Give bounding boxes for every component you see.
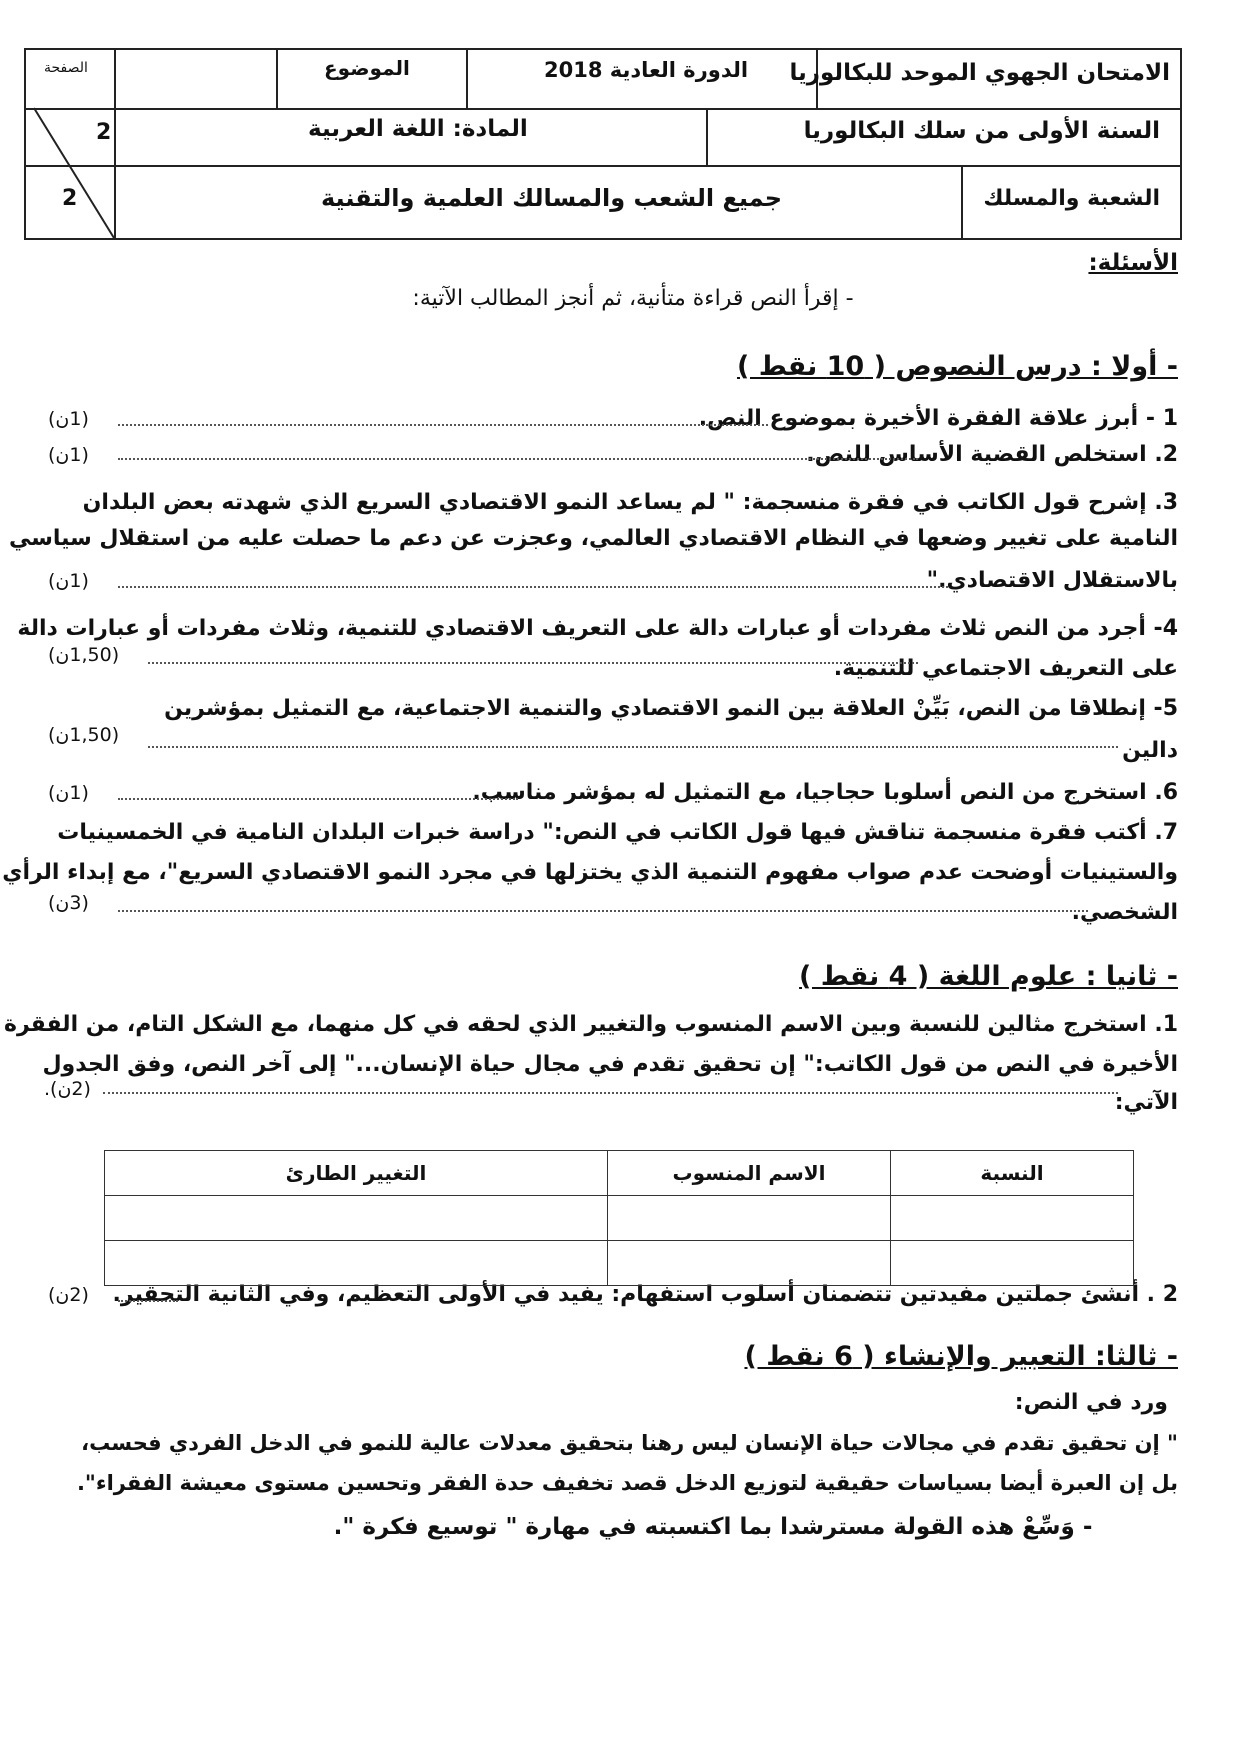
answer-dotted-line — [118, 424, 768, 426]
question-1-1: 1 - أبرز علاقة الفقرة الأخيرة بموضوع النص. (1ن) — [48, 402, 1178, 436]
answer-dotted-line — [148, 662, 918, 664]
exam-title: الامتحان الجهوي الموحد للبكالوريا — [789, 60, 1170, 86]
answer-dotted-line — [118, 1300, 178, 1302]
questions-heading: الأسئلة: — [1088, 250, 1178, 276]
question-1-6: 6. استخرج من النص أسلوبا حجاجيا، مع التمثيل له بمؤشر مناسب. (1ن) — [48, 776, 1178, 810]
question-1-3-line2: النامية على تغيير وضعها في النظام الاقتصادي العالمي، وعجزت عن دعم ما حصلت عليه من استقلال سياسي — [8, 526, 1178, 551]
table-row — [105, 1241, 1134, 1286]
question-1-5-line1: 5- إنطلاقا من النص، بَيِّنْ العلاقة بين النمو الاقتصادي والتنمية الاجتماعية، مع التمثيل بمؤشرين — [164, 696, 1178, 721]
section3-title: - ثالثا: التعبير والإنشاء ( 6 نقط ) — [744, 1341, 1178, 1372]
header-col-divider — [961, 165, 963, 238]
header-col-divider — [466, 50, 468, 108]
question-1-4-line1: 4- أجرد من النص ثلاث مفردات أو عبارات دالة على التعريف الاقتصادي للتنمية، وثلاث مفردات أو عبارات دالة — [17, 616, 1178, 641]
table-cell[interactable] — [891, 1241, 1134, 1286]
question-points: (1,50ن) — [48, 724, 120, 746]
question-1-4-line2: على التعريف الاجتماعي للتنمية. (1,50ن) — [48, 652, 1178, 686]
question-1-3-line1: 3. إشرح قول الكاتب في فقرة منسجمة: " لم يساعد النمو الاقتصادي السريع الذي شهدته بعض البلدان — [82, 490, 1178, 515]
question-points: (1ن) — [48, 570, 89, 592]
answer-dotted-line — [118, 798, 518, 800]
page-number: 2 — [96, 120, 112, 145]
table-header-cell: النسبة — [891, 1151, 1134, 1196]
answer-dotted-line — [118, 910, 1088, 912]
subject-label: الموضوع — [324, 56, 410, 80]
question-1-2: 2. استخلص القضية الأساس للنص. (1ن) — [48, 438, 1178, 472]
section2-title: - ثانيا : علوم اللغة ( 4 نقط ) — [799, 961, 1178, 992]
year-level: السنة الأولى من سلك البكالوريا — [803, 118, 1160, 144]
section1-title: - أولا : درس النصوص ( 10 نقط ) — [736, 351, 1178, 382]
table-header-row — [105, 1151, 1134, 1196]
table-cell[interactable] — [105, 1241, 608, 1286]
table-header-cell: التغيير الطارئ — [105, 1151, 608, 1196]
question-1-7-line3: الشخصي. (3ن) — [48, 896, 1178, 930]
question-2-1-line1: 1. استخرج مثالين للنسبة وبين الاسم المنسوب والتغيير الذي لحقه في كل منهما، مع الشكل التام، من الفقرة — [3, 1012, 1178, 1037]
table-row — [105, 1196, 1134, 1241]
question-points: (1,50ن) — [48, 644, 120, 666]
answer-dotted-line — [103, 1092, 1118, 1094]
question-points: (1ن) — [48, 782, 89, 804]
track-value: جميع الشعب والمسالك العلمية والتقنية — [321, 184, 783, 212]
exam-header-table — [24, 48, 1182, 240]
table-cell[interactable] — [608, 1196, 891, 1241]
question-1-3-line3: بالاستقلال الاقتصادي." (1ن) — [48, 564, 1178, 598]
answer-dotted-line — [118, 458, 918, 460]
course-name: المادة: اللغة العربية — [308, 116, 528, 142]
question-points: (2ن) — [48, 1284, 89, 1306]
table-cell[interactable] — [608, 1241, 891, 1286]
question-2-2: 2 . أنشئ جملتين مفيدتين تتضمنان أسلوب استفهام: يفيد في الأولى التعظيم، وفي الثانية التحقير. (2ن) — [48, 1278, 1178, 1312]
question-1-7-line1: 7. أكتب فقرة منسجمة تناقش فيها قول الكاتب في النص:" دراسة خبرات البلدان النامية في الخمسينيات — [57, 820, 1178, 845]
session-label: الدورة العادية 2018 — [544, 58, 749, 82]
section3-quote-line2: بل إن العبرة أيضا بسياسات حقيقية لتوزيع الدخل قصد تخفيف حدة الفقر وتحسين مستوى معيشة الفقراء". — [76, 1471, 1178, 1495]
question-points: (3ن) — [48, 892, 89, 914]
page-label: الصفحة — [44, 60, 88, 76]
header-row-divider — [114, 165, 1180, 167]
table-cell[interactable] — [105, 1196, 608, 1241]
section3-lead: ورد في النص: — [1014, 1390, 1168, 1415]
question-points: (2ن). — [44, 1078, 91, 1100]
track-label: الشعبة والمسلك — [983, 186, 1160, 211]
question-2-1-line3: الآتي: (2ن). — [48, 1086, 1178, 1120]
answer-dotted-line — [118, 586, 948, 588]
answer-dotted-line — [148, 746, 1118, 748]
header-row-divider — [26, 108, 1180, 110]
table-cell[interactable] — [891, 1196, 1134, 1241]
section3-quote-line1: " إن تحقيق تقدم في مجالات حياة الإنسان ليس رهنا بتحقيق معدلات عالية للنمو في الدخل الفردي فحسب، — [81, 1431, 1178, 1455]
question-points: (1ن) — [48, 444, 89, 466]
question-1-7-line2: والستينيات أوضحت عدم صواب مفهوم التنمية الذي يختزلها في مجرد النمو الاقتصادي السريع"، مع إبداء الرأي — [2, 860, 1178, 885]
nisba-table — [104, 1150, 1134, 1286]
question-2-1-line2: الأخيرة في النص من قول الكاتب:" إن تحقيق تقدم في مجال حياة الإنسان..." إلى آخر النص، وفق الجدول — [42, 1052, 1178, 1077]
table-header-cell: الاسم المنسوب — [608, 1151, 891, 1196]
question-points: (1ن) — [48, 408, 89, 430]
question-1-5-line2: دالين (1,50ن) — [48, 734, 1178, 768]
header-col-divider — [276, 50, 278, 108]
page-total: 2 — [62, 186, 78, 211]
section3-task: - وَسِّعْ هذه القولة مسترشدا بما اكتسبته في مهارة " توسيع فكرة ". — [333, 1514, 1093, 1540]
header-col-divider — [706, 108, 708, 166]
instruction: - إقرأ النص قراءة متأنية، ثم أنجز المطالب الآتية: — [412, 286, 854, 311]
